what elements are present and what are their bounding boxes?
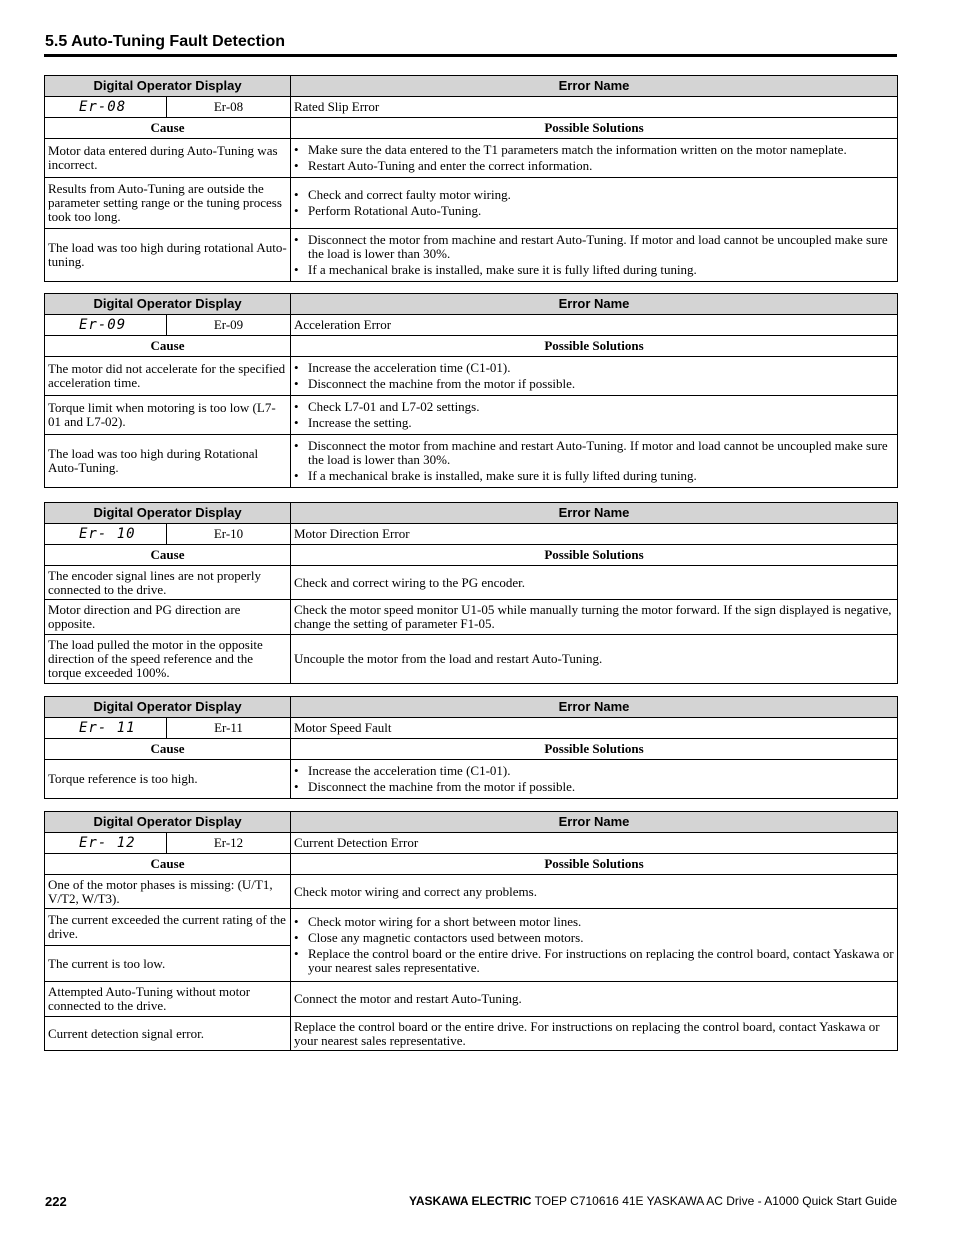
header-solutions: Possible Solutions bbox=[291, 336, 898, 357]
operator-display: Er- 10 bbox=[45, 524, 167, 545]
solution-item: • Increase the setting. bbox=[294, 416, 894, 430]
header-error-name: Error Name bbox=[291, 503, 898, 524]
solution-text: Replace the control board or the entire drive. For instructions on replacing the control board, contact Yaskawa or your nearest sales representative. bbox=[291, 1017, 898, 1051]
solutions-cell bbox=[291, 909, 898, 982]
cause-cell: The current exceeded the current rating of the drive. bbox=[45, 909, 291, 946]
cause-cell: Torque limit when motoring is too low (L7-01 and L7-02). bbox=[45, 396, 291, 435]
cause-cell: The motor did not accelerate for the specified acceleration time. bbox=[45, 357, 291, 396]
solution-text: Check and correct wiring to the PG encoder. bbox=[291, 566, 898, 600]
solutions-cell bbox=[291, 435, 898, 488]
header-error-name: Error Name bbox=[291, 812, 898, 833]
solution-item: • Replace the control board or the entire drive. For instructions on replacing the control board, contact Yaskawa or your nearest sales representative. bbox=[294, 947, 894, 975]
solution-item: • Disconnect the motor from machine and restart Auto-Tuning. If motor and load cannot be uncoupled make sure the load is lower than 30%. bbox=[294, 233, 894, 261]
solution-item: • If a mechanical brake is installed, make sure it is fully lifted during tuning. bbox=[294, 469, 894, 483]
header-solutions: Possible Solutions bbox=[291, 854, 898, 875]
fault-table-er08 bbox=[44, 75, 898, 282]
solution-item: • Disconnect the machine from the motor if possible. bbox=[294, 377, 894, 391]
header-display: Digital Operator Display bbox=[45, 76, 291, 97]
solution-item: • Increase the acceleration time (C1-01). bbox=[294, 361, 894, 375]
cause-cell: The load was too high during rotational Auto-tuning. bbox=[45, 229, 291, 282]
header-display: Digital Operator Display bbox=[45, 503, 291, 524]
header-display: Digital Operator Display bbox=[45, 812, 291, 833]
cause-cell: Results from Auto-Tuning are outside the parameter setting range or the tuning process took too long. bbox=[45, 178, 291, 229]
error-code: Er-08 bbox=[167, 97, 291, 118]
error-name: Acceleration Error bbox=[291, 315, 898, 336]
header-solutions: Possible Solutions bbox=[291, 739, 898, 760]
solutions-cell bbox=[291, 357, 898, 396]
header-cause: Cause bbox=[45, 854, 291, 875]
error-code: Er-10 bbox=[167, 524, 291, 545]
error-code: Er-11 bbox=[167, 718, 291, 739]
cause-cell: Torque reference is too high. bbox=[45, 760, 291, 799]
header-cause: Cause bbox=[45, 118, 291, 139]
header-display: Digital Operator Display bbox=[45, 294, 291, 315]
solution-item: • Make sure the data entered to the T1 parameters match the information written on the motor nameplate. bbox=[294, 143, 894, 157]
fault-table-er12 bbox=[44, 811, 898, 1051]
solution-item: • Increase the acceleration time (C1-01). bbox=[294, 764, 894, 778]
error-name: Motor Direction Error bbox=[291, 524, 898, 545]
fault-table-er11 bbox=[44, 696, 898, 799]
fault-table-er10 bbox=[44, 502, 898, 684]
footer-document bbox=[409, 1194, 897, 1208]
cause-cell: The load pulled the motor in the opposite direction of the speed reference and the torque exceeded 100%. bbox=[45, 635, 291, 684]
operator-display: Er-08 bbox=[45, 97, 167, 118]
solution-item: • Disconnect the motor from machine and restart Auto-Tuning. If motor and load cannot be uncoupled make sure the load is lower than 30%. bbox=[294, 439, 894, 467]
operator-display: Er- 11 bbox=[45, 718, 167, 739]
header-solutions: Possible Solutions bbox=[291, 118, 898, 139]
header-cause: Cause bbox=[45, 336, 291, 357]
header-cause: Cause bbox=[45, 739, 291, 760]
error-name: Motor Speed Fault bbox=[291, 718, 898, 739]
solutions-cell bbox=[291, 760, 898, 799]
solutions-cell bbox=[291, 396, 898, 435]
solution-item: • Restart Auto-Tuning and enter the correct information. bbox=[294, 159, 894, 173]
page-number: 222 bbox=[45, 1194, 67, 1209]
solution-item: • Check L7-01 and L7-02 settings. bbox=[294, 400, 894, 414]
operator-display: Er-09 bbox=[45, 315, 167, 336]
header-cause: Cause bbox=[45, 545, 291, 566]
header-error-name: Error Name bbox=[291, 697, 898, 718]
solution-item: • Perform Rotational Auto-Tuning. bbox=[294, 204, 894, 218]
footer-doc-title: TOEP C710616 41E YASKAWA AC Drive - A1000 Quick Start Guide bbox=[534, 1194, 897, 1208]
section-title: 5.5 Auto-Tuning Fault Detection bbox=[45, 33, 285, 50]
header-solutions: Possible Solutions bbox=[291, 545, 898, 566]
operator-display: Er- 12 bbox=[45, 833, 167, 854]
title-rule bbox=[44, 54, 897, 57]
solutions-cell bbox=[291, 178, 898, 229]
cause-cell: Motor direction and PG direction are opposite. bbox=[45, 600, 291, 635]
cause-cell: One of the motor phases is missing: (U/T1, V/T2, W/T3). bbox=[45, 875, 291, 909]
fault-table-er09 bbox=[44, 293, 898, 488]
solution-item: • Check and correct faulty motor wiring. bbox=[294, 188, 894, 202]
solution-text: Check motor wiring and correct any problems. bbox=[291, 875, 898, 909]
cause-cell: Current detection signal error. bbox=[45, 1017, 291, 1051]
header-error-name: Error Name bbox=[291, 294, 898, 315]
solution-text: Connect the motor and restart Auto-Tuning. bbox=[291, 982, 898, 1017]
solution-item: • Disconnect the machine from the motor if possible. bbox=[294, 780, 894, 794]
cause-cell: The current is too low. bbox=[45, 946, 291, 982]
header-display: Digital Operator Display bbox=[45, 697, 291, 718]
header-error-name: Error Name bbox=[291, 76, 898, 97]
solution-text: Check the motor speed monitor U1-05 while manually turning the motor forward. If the sign displayed is negative, change the setting of parameter F1-05. bbox=[291, 600, 898, 635]
solution-item: • If a mechanical brake is installed, make sure it is fully lifted during tuning. bbox=[294, 263, 894, 277]
cause-cell: Attempted Auto-Tuning without motor connected to the drive. bbox=[45, 982, 291, 1017]
cause-cell: Motor data entered during Auto-Tuning was incorrect. bbox=[45, 139, 291, 178]
solutions-cell bbox=[291, 229, 898, 282]
solution-item: • Check motor wiring for a short between motor lines. bbox=[294, 915, 894, 929]
error-code: Er-09 bbox=[167, 315, 291, 336]
solution-item: • Close any magnetic contactors used between motors. bbox=[294, 931, 894, 945]
error-name: Rated Slip Error bbox=[291, 97, 898, 118]
cause-cell: The encoder signal lines are not properly connected to the drive. bbox=[45, 566, 291, 600]
solution-text: Uncouple the motor from the load and restart Auto-Tuning. bbox=[291, 635, 898, 684]
solutions-cell bbox=[291, 139, 898, 178]
error-code: Er-12 bbox=[167, 833, 291, 854]
footer-brand: YASKAWA ELECTRIC bbox=[408, 1194, 532, 1208]
cause-cell: The load was too high during Rotational Auto-Tuning. bbox=[45, 435, 291, 488]
error-name: Current Detection Error bbox=[291, 833, 898, 854]
